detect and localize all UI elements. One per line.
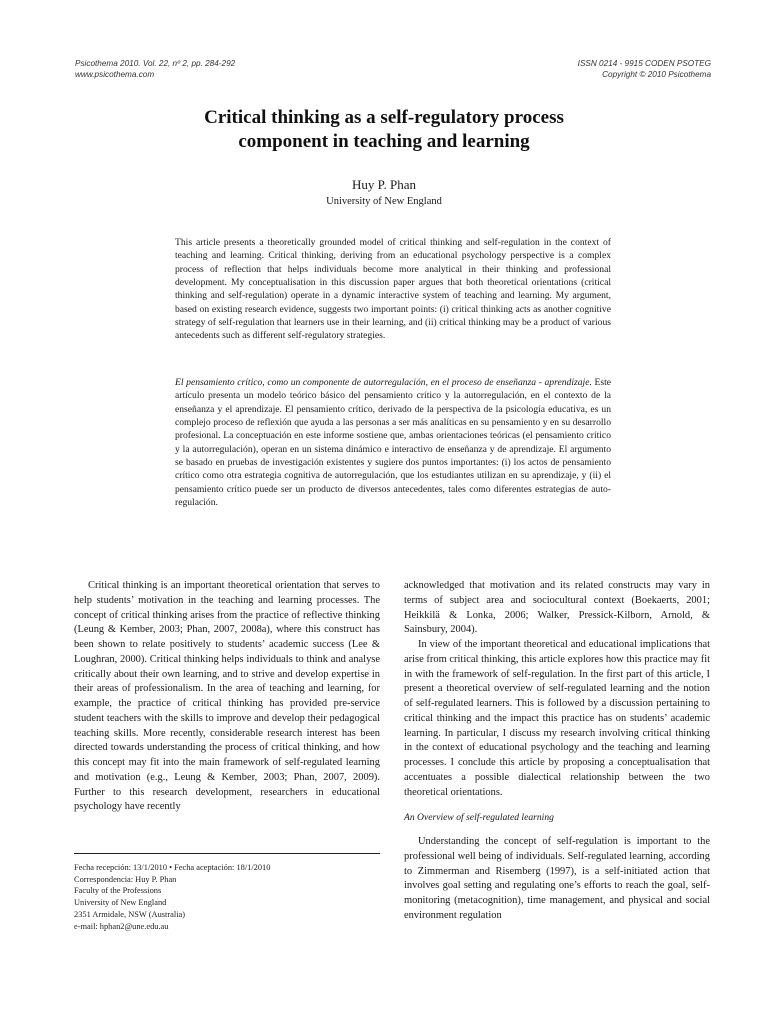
correspondence-address: 2351 Armidale, NSW (Australia) [74,909,186,919]
correspondence-faculty: Faculty of the Professions [74,886,162,896]
body-column-left [74,579,380,815]
article-title-line1: Critical thinking as a self-regulatory process [204,107,564,128]
body-column-right [404,579,710,924]
journal-issn: ISSN 0214 - 9915 CODEN PSOTEG [577,59,711,68]
correspondence-university: University of New England [74,898,167,908]
correspondence-email: e-mail: hphan2@une.edu.au [74,921,169,931]
article-title [0,106,768,154]
journal-website: www.psicothema.com [75,69,155,79]
author-affiliation: University of New England [326,196,442,207]
correspondence-name: Correspondencia: Huy P. Phan [74,874,177,884]
abstract-english: This article presents a theoretically grounded model of critical thinking and self-regulation in the context of teaching and learning. Critical thinking, deriving from an educational psychology perspective is a complex process of reflection that helps individuals become more analytical in their thinking and professional development. My conceptualisation in this discussion paper argues that both theoretical orientations (critical thinking and self-regulation) operate in a dynamic interactive system of teaching and learning. My argument, based on existing research evidence, suggests two important points: (i) critical thinking acts as another cognitive strategy of self-regulation that learners use in their learning, and (ii) critical thinking may be a product of various antecedents such as different self-regulatory strategies. [175,237,611,342]
body-paragraph: In view of the important theoretical and educational implications that arise from critical thinking, this article explores how this practice may fit in with the framework of self-regulation. In the first part of this article, I present a theoretical overview of self-regulated learning and the notion of self-regulated learners. This is followed by a discussion pertaining to critical thinking and the impact this practice has on students’ academic learning. In particular, I discuss my research involving critical thinking in the context of educational psychology and the teaching and learning processes. I conclude this article by proposing a conceptualisation that accentuates a possible dialectical relationship between the two theoretical orientations. [404,639,710,798]
body-paragraph: Critical thinking is an important theoretical orientation that serves to help students’ motivation in the teaching and learning processes. The concept of critical thinking arises from the practice of reflective thinking (Leung & Kember, 2003; Phan, 2007, 2008a), where this construct has been shown to relate positively to students’ academic success (Lee & Loughran, 2000). Critical thinking helps individuals to think and analyse critically about their own learning, and to strive and develop expertise in their areas of professionalism. In the area of teaching and learning, for example, the practice of critical thinking has provided pre-service student teachers with the skills to improve and develop their pedagogical teaching skills. More recently, considerable research interest has been directed towards understanding the process of critical thinking, and how this concept may fit into the main framework of self-regulated learning and motivation (e.g., Leung & Kember, 2003; Phan, 2007, 2009). Further to this research development, researchers in educational psychology have recently [74,580,380,813]
article-title-line2: component in teaching and learning [238,131,530,152]
body-paragraph: Understanding the concept of self-regulation is important to the professional well being of individuals. Self-regulated learning, according to Zimmerman and Risemberg (1997), is a self-initiated action that involves goal setting and regulating one’s efforts to reach the goal, self-monitoring (metacognition), time management, and physical and social environment regulation [404,836,710,921]
abstract-spanish-title: El pensamiento crítico, como un componente de autorregulación, en el proceso de enseñanza - aprendizaje. [175,377,592,388]
journal-citation [75,59,235,80]
abstract-spanish [175,376,611,509]
section-heading: An Overview of self-regulated learning [404,812,554,824]
correspondence-footnote [74,862,380,932]
journal-issue: Psicothema 2010. Vol. 22, nº 2, pp. 284-292 [75,59,236,68]
author-name: Huy P. Phan [352,177,416,192]
received-accepted-dates: Fecha recepción: 13/1/2010 • Fecha aceptación: 18/1/2010 [74,863,271,872]
footnote-divider [74,853,380,854]
journal-issn-block [578,59,711,80]
abstract-spanish-body: Este artículo presenta un modelo teórico básico del pensamiento crítico y la autorregulación, en el contexto de la enseñanza y el aprendizaje. El pensamiento crítico, derivado de la perspectiva de la psicología educativa, es un complejo proceso de reflexión que ayuda a las personas a ser más analíticas en su pensamiento y en su desarrollo profesional. La conceptuación en este informe sostiene que, ambas orientaciones teóricas (el pensamiento crítico y la autorregulación), operan en un sistema dinámico e interactivo de enseñanza y de aprendizaje. El argumento se basado en pruebas de investigación existentes y sugiere dos puntos importantes: (i) los actos de pensamiento crítico como otra estrategia cognitiva de autorregulación, que los estudiantes utilizan en su aprendizaje, y (ii) el pensamiento crítico puede ser un producto de diversos antecedentes, tales como diferentes estrategias de auto-regulación. [175,377,611,509]
body-paragraph: acknowledged that motivation and its related constructs may vary in terms of subject area and sociocultural context (Boekaerts, 2001; Heikkilä & Lonka, 2006; Walker, Pressick-Kilborn, Arnold, & Sainsbury, 2004). [404,580,710,636]
journal-copyright: Copyright © 2010 Psicothema [602,69,711,79]
